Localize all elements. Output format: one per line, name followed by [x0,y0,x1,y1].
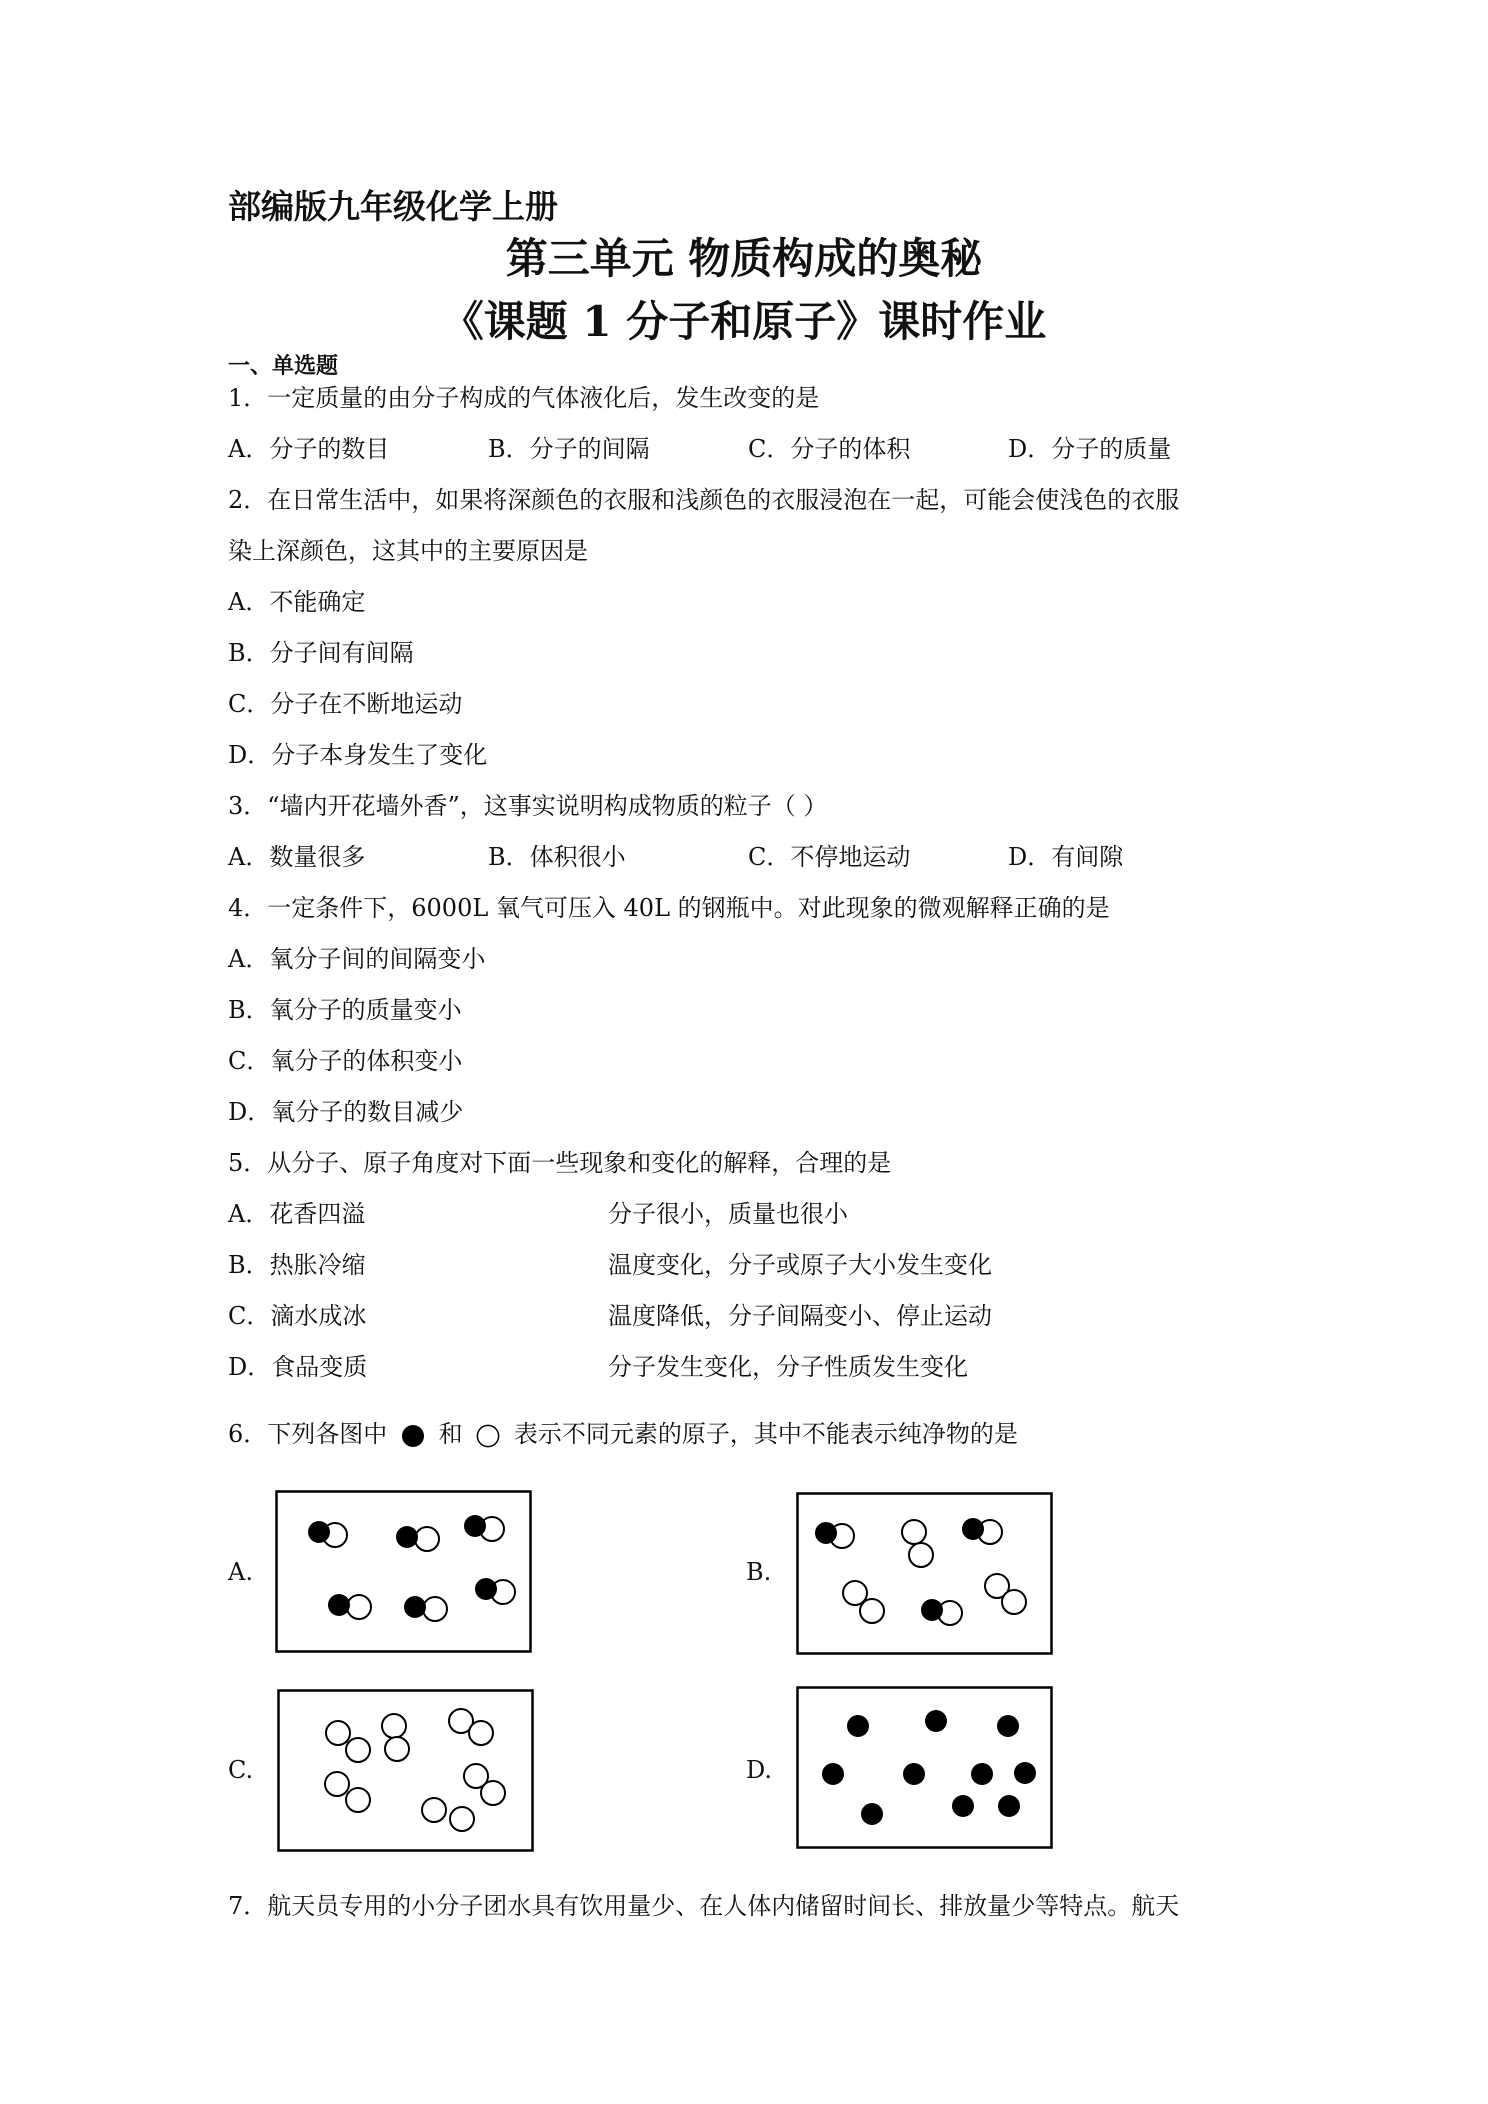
q6-diagram-d [796,1686,1056,1851]
q6-diagram-a-label: A. [228,1558,253,1586]
q2-option-a: A．不能确定 [228,588,366,616]
atom-6 [971,1763,993,1785]
q6-diagram-c-label: C. [228,1756,254,1784]
question-5-stem: 5．从分子、原子角度对下面一些现象和变化的解释，合理的是 [228,1149,892,1177]
q5-row-d-explanation: 分子发生变化，分子性质发生变化 [608,1353,968,1381]
lesson-title: 《课题 1 分子和原子》课时作业 [441,297,1047,346]
q6-diagram-a [275,1490,535,1655]
q6-diagram-c [277,1689,537,1854]
q6-stem-part1: 6．下列各图中 [228,1420,388,1448]
q2-option-b: B．分子间有间隔 [228,639,414,667]
q5-row-c-explanation: 温度降低，分子间隔变小、停止运动 [608,1302,992,1330]
atom-5 [903,1763,925,1785]
section-heading: 一、单选题 [228,353,339,379]
q1-option-b: B．分子的间隔 [488,435,650,463]
q1-option-a: A．分子的数目 [228,435,390,463]
atom-1 [847,1715,869,1737]
atom-3 [997,1715,1019,1737]
q5-row-a-phenomenon: A．花香四溢 [228,1200,366,1228]
atom-10 [998,1795,1020,1817]
question-4-stem: 4．一定条件下，6000L 氧气可压入 40L 的钢瓶中。对此现象的微观解释正确的是 [228,894,1110,922]
q1-option-c: C．分子的体积 [748,435,911,463]
q6-diagram-d-label: D. [746,1756,773,1784]
atom-7 [1014,1762,1036,1784]
q6-diagram-b [796,1492,1056,1657]
q4-option-b: B．氧分子的质量变小 [228,996,462,1024]
question-6-stem [228,1419,1018,1449]
q5-row-b-phenomenon: B．热胀冷缩 [228,1251,366,1279]
diagram-c-frame [279,1691,533,1851]
q4-option-d: D．氧分子的数目减少 [228,1098,464,1126]
q3-option-b: B．体积很小 [488,843,626,871]
q2-option-d: D．分子本身发生了变化 [228,741,488,769]
q6-stem-part3: 表示不同元素的原子，其中不能表示纯净物的是 [513,1420,1018,1448]
atom-8 [861,1803,883,1825]
question-3-stem: 3．“墙内开花墙外香”，这事实说明构成物质的粒子（ ） [228,792,828,820]
question-2-stem-line1: 2．在日常生活中，如果将深颜色的衣服和浅颜色的衣服浸泡在一起，可能会使浅色的衣服 [228,486,1180,514]
q2-option-c: C．分子在不断地运动 [228,690,463,718]
publisher-heading: 部编版九年级化学上册 [228,187,558,226]
diagram-a-frame [277,1492,531,1652]
q6-stem-part2: 和 [438,1420,463,1448]
q4-option-a: A．氧分子间的间隔变小 [228,945,486,973]
q1-option-d: D．分子的质量 [1008,435,1172,463]
q5-row-b-explanation: 温度变化，分子或原子大小发生变化 [608,1251,992,1279]
q3-option-a: A．数量很多 [228,843,366,871]
q5-row-a-explanation: 分子很小，质量也很小 [608,1200,848,1228]
diagram-b-frame [798,1494,1052,1654]
q5-row-d-phenomenon: D．食品变质 [228,1353,368,1381]
question-2-stem-line2: 染上深颜色，这其中的主要原因是 [228,537,588,565]
atom-4 [822,1763,844,1785]
q4-option-c: C．氧分子的体积变小 [228,1047,463,1075]
atom-2 [925,1710,947,1732]
filled-atom-icon [401,1424,425,1448]
question-7-stem: 7．航天员专用的小分子团水具有饮用量少、在人体内储留时间长、排放量少等特点。航天 [228,1892,1180,1920]
unit-title: 第三单元 物质构成的奥秘 [505,234,983,283]
hollow-atom-icon [476,1424,500,1448]
question-1-stem: 1．一定质量的由分子构成的气体液化后，发生改变的是 [228,384,820,412]
q3-option-d: D．有间隙 [1008,843,1124,871]
q5-row-c-phenomenon: C．滴水成冰 [228,1302,367,1330]
q3-option-c: C．不停地运动 [748,843,911,871]
atom-9 [952,1795,974,1817]
q6-diagram-b-label: B. [746,1558,772,1586]
